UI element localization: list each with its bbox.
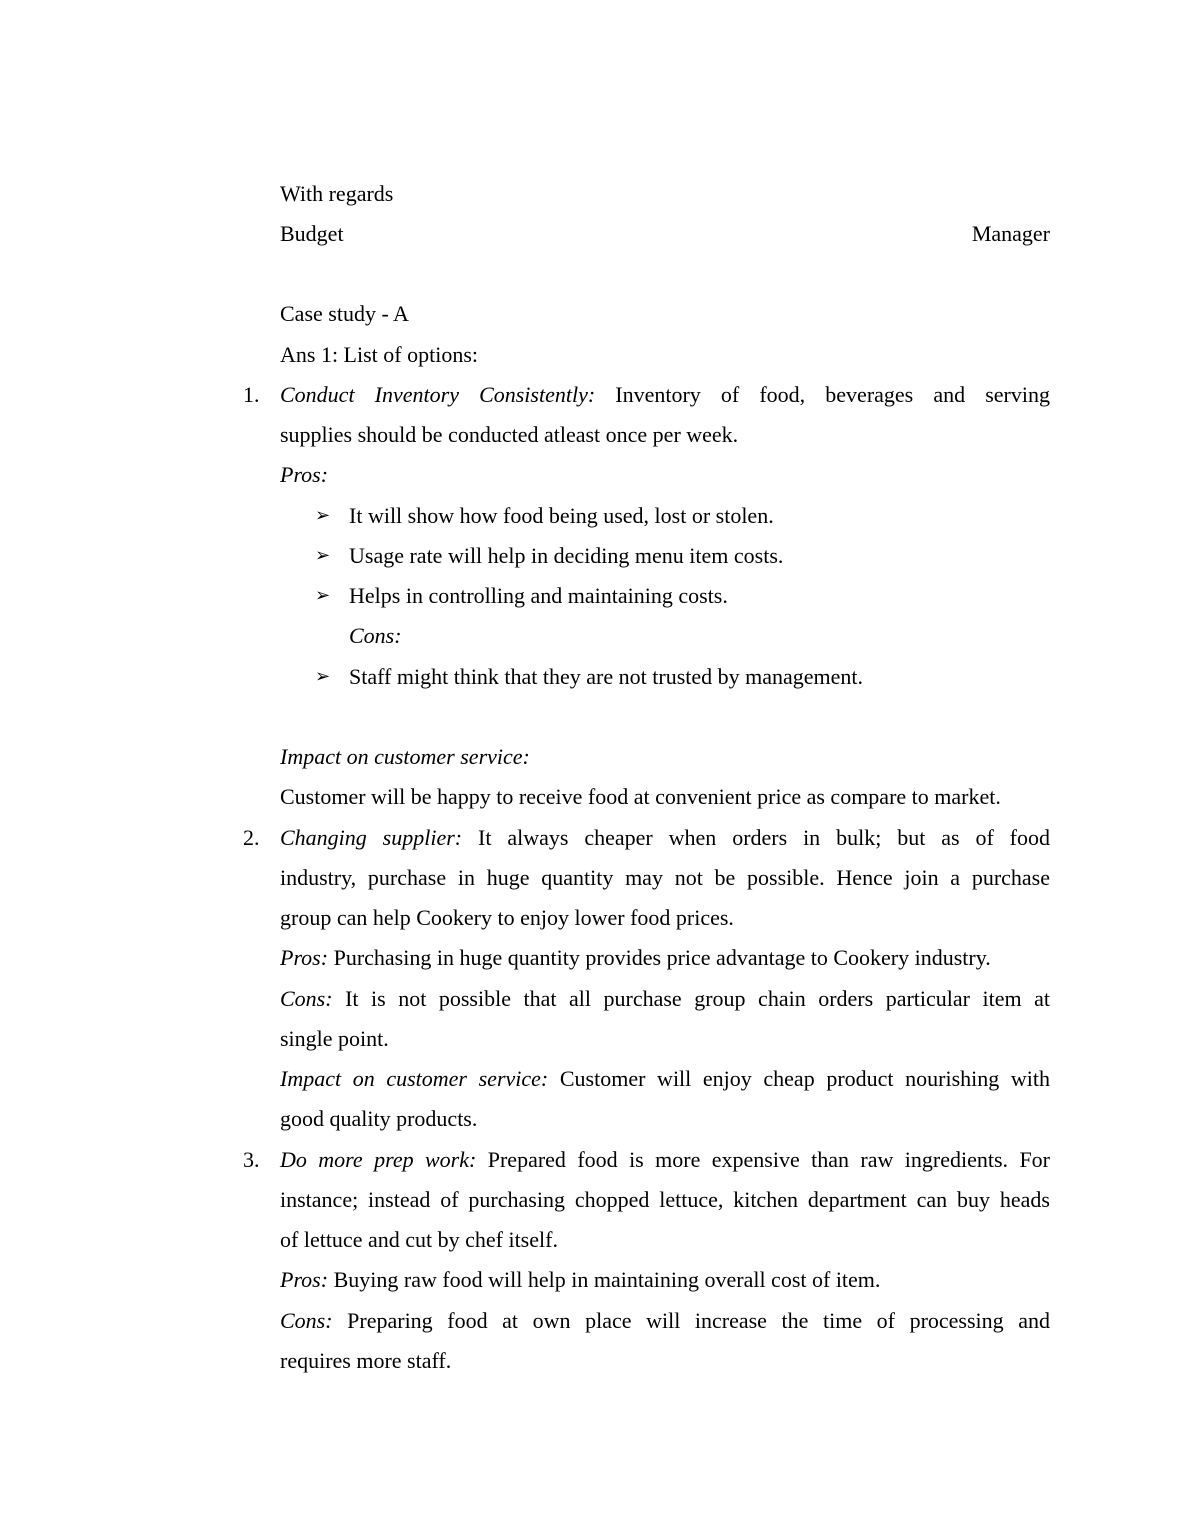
- item-3-line-1: [280, 1140, 1050, 1180]
- item-2-line-2: industry, purchase in huge quantity may not be possible. Hence join a purchase: [280, 865, 1050, 890]
- item-1-impact-label: Impact on customer service:: [280, 744, 530, 769]
- closing-regards: With regards: [280, 181, 394, 206]
- item-1-impact-text: Customer will be happy to receive food at convenient price as compare to market.: [280, 784, 1001, 809]
- item-1-line-1: [280, 375, 1050, 415]
- item-1-pro-3: Helps in controlling and maintaining costs.: [349, 583, 728, 608]
- item-3-pros-label: Pros:: [280, 1267, 329, 1292]
- bullet-arrow-icon: ➢: [315, 505, 331, 526]
- signature-right: Manager: [971, 221, 1050, 246]
- item-1-con-1: Staff might think that they are not trusted by management.: [349, 664, 864, 689]
- item-1-text: Inventory of food, beverages and serving: [615, 382, 1050, 407]
- item-1-pro-1: It will show how food being used, lost or stolen.: [349, 503, 774, 528]
- item-3-pros: [280, 1260, 1050, 1300]
- item-1-line-2: supplies should be conducted atleast once per week.: [280, 422, 739, 447]
- signature-left: Budget: [280, 221, 344, 246]
- bullet-arrow-icon: ➢: [315, 666, 331, 687]
- bullet-arrow-icon: ➢: [315, 585, 331, 606]
- item-3-title: Do more prep work:: [280, 1147, 477, 1172]
- item-3-cons: [280, 1301, 1050, 1341]
- item-3-cons-label: Cons:: [280, 1308, 333, 1333]
- item-2-cons-label: Cons:: [280, 986, 333, 1011]
- case-study-title: Case study - A: [280, 301, 409, 326]
- item-2-text: It always cheaper when orders in bulk; but as of food: [478, 825, 1050, 850]
- item-2-pros: [280, 938, 1050, 978]
- item-2-title: Changing supplier:: [280, 825, 463, 850]
- item-2-cons-text: It is not possible that all purchase group chain orders particular item at: [345, 986, 1051, 1011]
- item-2-line-3: group can help Cookery to enjoy lower food prices.: [280, 905, 734, 930]
- item-1-cons-label: Cons:: [349, 623, 402, 648]
- item-2-line-1: [280, 818, 1050, 858]
- item-3-number: 3.: [243, 1147, 260, 1172]
- bullet-arrow-icon: ➢: [315, 545, 331, 566]
- item-2-impact-line-2: good quality products.: [280, 1106, 478, 1131]
- item-3-text: Prepared food is more expensive than raw ingredients. For: [487, 1147, 1051, 1172]
- item-2-pros-text: Purchasing in huge quantity provides price advantage to Cookery industry.: [333, 945, 991, 970]
- item-3-line-3: of lettuce and cut by chef itself.: [280, 1227, 558, 1252]
- item-2-impact-label: Impact on customer service:: [280, 1066, 549, 1091]
- item-2-number: 2.: [243, 825, 260, 850]
- item-1-number: 1.: [243, 382, 260, 407]
- item-1-pros-label: Pros:: [280, 462, 329, 487]
- item-2-cons: [280, 979, 1050, 1019]
- answer-heading: Ans 1: List of options:: [280, 342, 479, 367]
- item-2-impact-text: Customer will enjoy cheap product nourishing with: [559, 1066, 1050, 1091]
- item-1-title: Conduct Inventory Consistently:: [280, 382, 596, 407]
- item-1-pro-2: Usage rate will help in deciding menu item costs.: [349, 543, 784, 568]
- item-2-pros-label: Pros:: [280, 945, 329, 970]
- item-2-impact: [280, 1059, 1050, 1099]
- item-2-cons-line-2: single point.: [280, 1026, 389, 1051]
- item-3-cons-line-2: requires more staff.: [280, 1348, 452, 1373]
- item-3-pros-text: Buying raw food will help in maintaining overall cost of item.: [333, 1267, 881, 1292]
- item-3-line-2: instance; instead of purchasing chopped lettuce, kitchen department can buy heads: [280, 1187, 1050, 1212]
- item-3-cons-text: Preparing food at own place will increase the time of processing and: [347, 1308, 1050, 1333]
